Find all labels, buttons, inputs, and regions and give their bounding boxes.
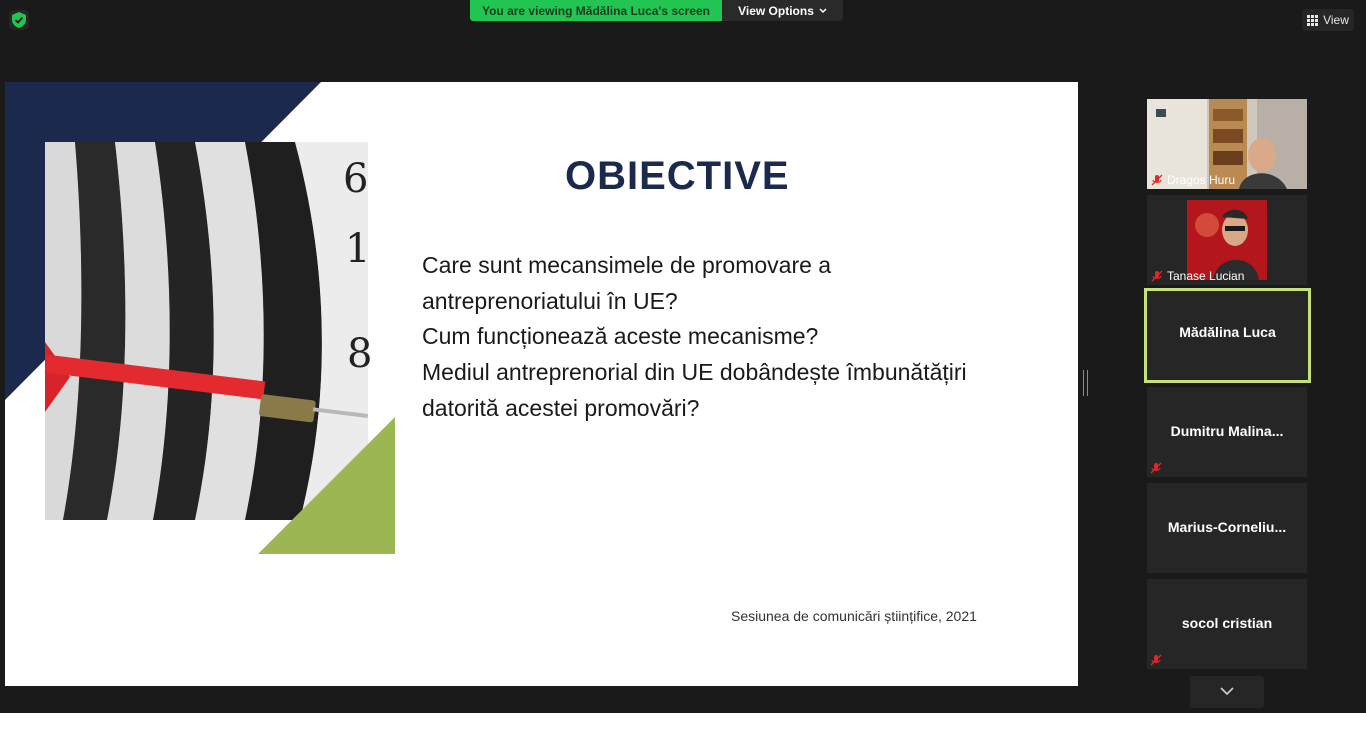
- muted-mic-icon: [1151, 174, 1163, 186]
- chevron-down-icon: [819, 8, 827, 14]
- participant-tile[interactable]: [1147, 579, 1307, 669]
- participant-name: Mădălina Luca: [1179, 324, 1276, 340]
- viewing-screen-label: You are viewing Mădălina Luca's screen: [470, 0, 722, 21]
- participant-name: Marius-Corneliu...: [1167, 519, 1287, 535]
- muted-mic-icon: [1150, 462, 1162, 474]
- participant-tile[interactable]: [1147, 195, 1307, 285]
- slide-title: OBIECTIVE: [565, 154, 790, 198]
- chevron-down-icon: [1220, 687, 1234, 696]
- muted-mic-icon: [1150, 654, 1162, 666]
- green-triangle-decoration: [258, 417, 398, 557]
- svg-text:1: 1: [345, 226, 371, 272]
- svg-text:8: 8: [347, 331, 373, 377]
- slide-footer: Sesiunea de comunicări științifice, 2021: [731, 608, 977, 624]
- body-line: Cum funcționează aceste mecanisme?: [422, 323, 819, 350]
- shield-check-icon[interactable]: [9, 10, 29, 30]
- gallery-scroll-down-button[interactable]: [1190, 676, 1264, 708]
- screen-share-banner: [470, 0, 843, 21]
- participant-tile[interactable]: [1147, 99, 1307, 189]
- body-line: Mediul antreprenorial din UE dobândește îmbunătățiri: [422, 359, 967, 386]
- participant-name: Tanase Lucian: [1167, 269, 1245, 283]
- view-options-label: View Options: [738, 3, 814, 18]
- body-line: datorită acestei promovări?: [422, 394, 700, 421]
- participant-name: socol cristian: [1181, 615, 1273, 631]
- svg-text:6: 6: [343, 156, 369, 202]
- grid-icon: [1307, 15, 1318, 26]
- body-line: antreprenoriatului în UE?: [422, 287, 678, 314]
- participant-label: [1151, 269, 1244, 283]
- participant-tile[interactable]: [1147, 387, 1307, 477]
- view-button-label: View: [1323, 13, 1349, 27]
- participant-name: Dragos Huru: [1167, 173, 1236, 187]
- participant-name: Dumitru Malina...: [1170, 423, 1284, 439]
- panel-resize-handle[interactable]: [1083, 370, 1088, 396]
- participant-tile[interactable]: [1147, 483, 1307, 573]
- shared-slide: [5, 82, 1078, 686]
- slide-body: [422, 248, 1052, 427]
- muted-mic-icon: [1151, 270, 1163, 282]
- body-line: Care sunt mecansimele de promovare a: [422, 252, 832, 278]
- participant-label: [1151, 173, 1235, 187]
- bottom-strip: [0, 713, 1366, 730]
- view-button[interactable]: [1302, 9, 1354, 31]
- view-options-button[interactable]: [722, 0, 843, 21]
- participant-tile-active-speaker[interactable]: [1144, 288, 1311, 383]
